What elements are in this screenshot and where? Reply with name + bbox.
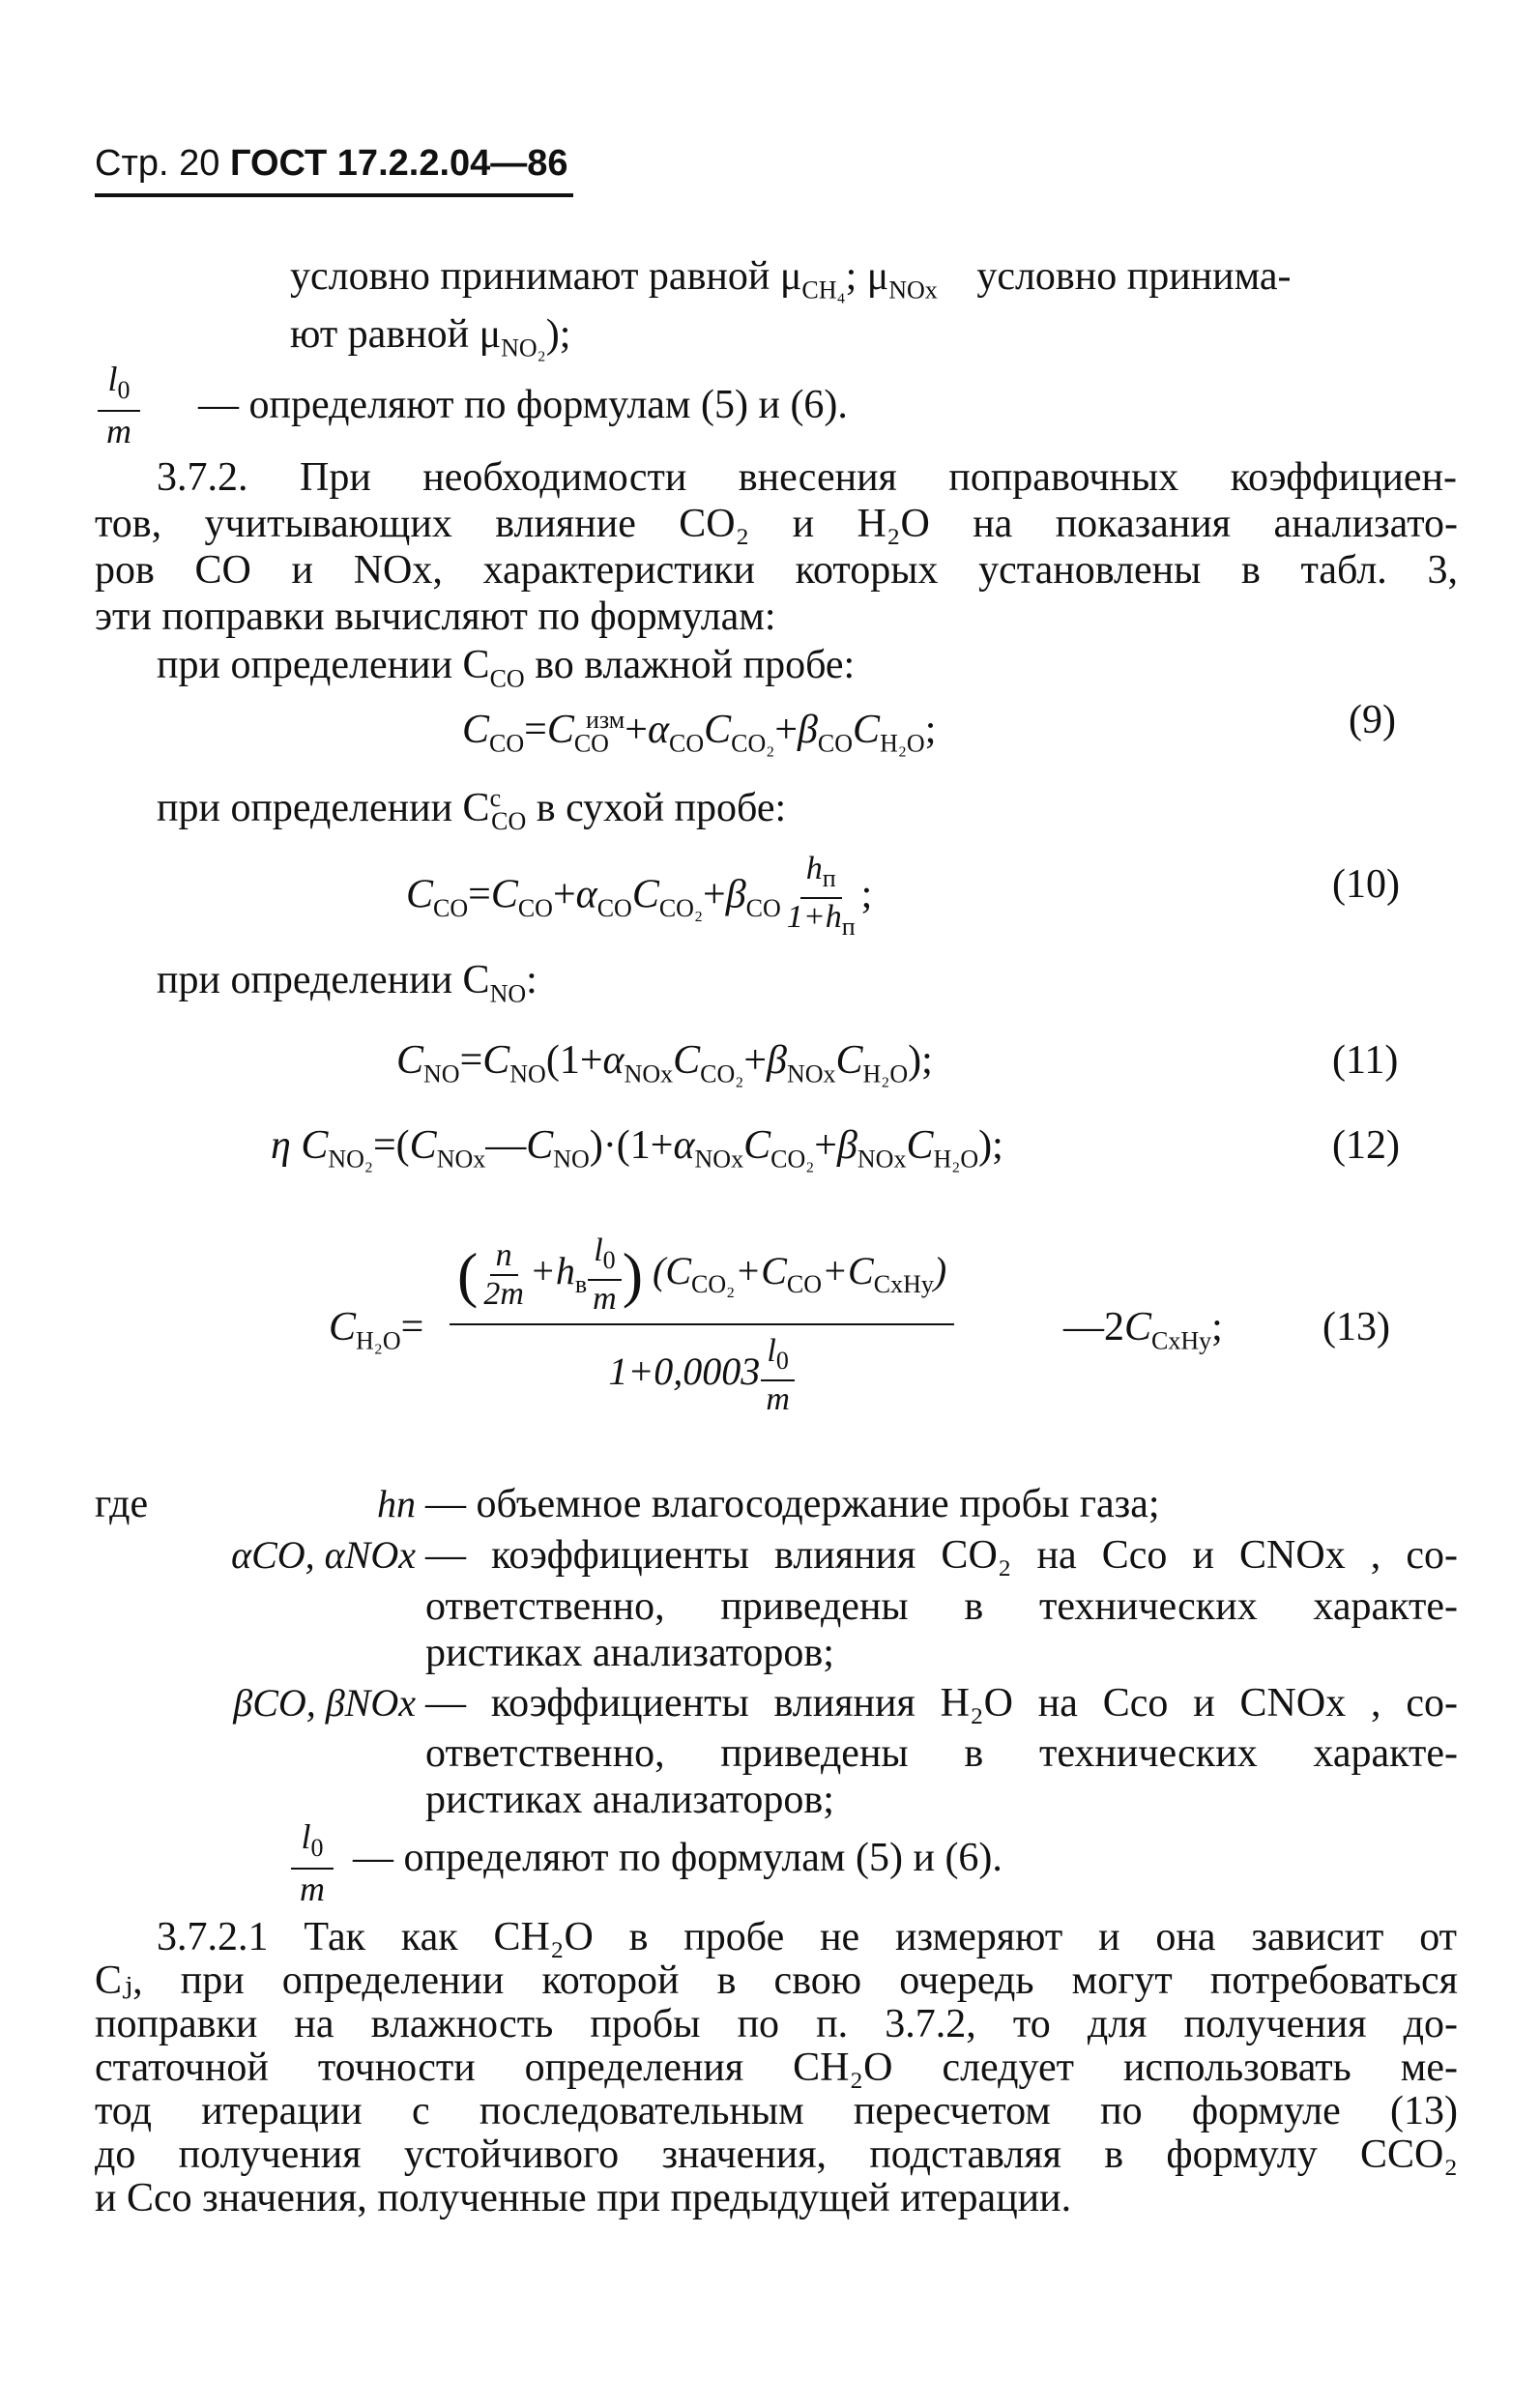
equation-11: $C_{NO}=C_{NO}(1+\alpha_{NOx}C_{CO_2}+\beta_{NOx}C_{H_2O})$;: [396, 1038, 933, 1088]
para3721-line-7: и Cco значения, полученные при предыдущей итерации.: [95, 2176, 1072, 2220]
intro-line1-b: ; μ: [845, 254, 889, 299]
para3721-line-2: Cⱼ, при определении которой в свою очередь могут потребоваться: [95, 1958, 1458, 2003]
def-term-alpha: αCO, αNOx: [231, 1533, 416, 1577]
def-alpha-line-2: ответственно, приведены в технических характе-: [425, 1584, 1458, 1629]
equation-13-tail: $—2C_{CxHy}$;: [1063, 1305, 1223, 1355]
no-label: [157, 957, 538, 1017]
equation-12: η $C_{NO_2}=(C_{NOx}—C_{NO})\cdot(1+\alpha_{NOx}C_{CO_2}+\beta_{NOx}C_{H_2O})$;: [271, 1123, 1003, 1174]
intro-line-2: [290, 311, 570, 371]
intro-line1-sub2: NOx: [888, 276, 938, 305]
def-term-beta: βCO, βNOx: [233, 1681, 416, 1725]
dry-label-text: при определении C: [157, 786, 490, 830]
equation-13-numerator: ( $\frac{n}{2m}$ $+h_в$ $\frac{l_0}{m}$ ) $(C_{CO_2}+C_{CO}+C_{CxHy})$: [450, 1233, 954, 1325]
equation-13-lhs: $C_{H_2O}=$: [329, 1305, 424, 1355]
para372-line-4: эти поправки вычисляют по формулам:: [95, 595, 776, 639]
no-label-text: при определении C: [157, 958, 490, 1002]
equation-10-number: (10): [1332, 862, 1400, 907]
no-label-sub: NO: [489, 979, 527, 1008]
wet-label-end: во влажной пробе:: [524, 643, 856, 687]
equation-13-denominator: 1+0,0003 $\frac{l_0}{m}$: [600, 1325, 803, 1418]
dry-label-end: в сухой пробе:: [526, 786, 787, 830]
intro-line2-end: );: [545, 312, 571, 357]
para372-line-3: ров CO и NOx, характеристики которых установлены в табл. 3,: [95, 548, 1458, 593]
no-label-end: :: [526, 958, 538, 1002]
standard-number: ГОСТ 17.2.2.04—86: [229, 143, 568, 184]
wet-label: [157, 642, 855, 702]
equation-12-number: (12): [1332, 1123, 1400, 1168]
header-rule: [95, 193, 573, 197]
para3721-line-4: статочной точности определения CH₂O следует использовать ме-: [95, 2045, 1458, 2090]
intro-line-1: [290, 253, 1292, 313]
equation-10: $C_{CO}=C_{CO}+\alpha_{CO}C_{CO_2}+\beta_{CO}$ $h_п$ $1+h_п$ ;: [406, 851, 873, 941]
intro-line1-sub1: CH₄: [801, 276, 846, 305]
def-l0-over-m-fraction: $\frac{l_0}{m}$: [290, 1817, 334, 1908]
def-l0m-text: — определяют по формулам (5) и (6).: [353, 1836, 1002, 1880]
para3721-line-1: 3.7.2.1 Так как CH₂O в пробе не измеряют и она зависит от: [157, 1915, 1457, 1959]
wet-label-text: при определении C: [157, 643, 490, 687]
l0-over-m-fraction: $\frac{l_0}{m}$: [97, 360, 141, 450]
para3721-line-3: поправки на влажность пробы по п. 3.7.2, то для получения до-: [95, 2002, 1458, 2046]
intro-l0m-text: — определяют по формулам (5) и (6).: [198, 383, 848, 427]
intro-line2: ют равной μ: [290, 312, 502, 357]
def-beta-line-1: — коэффициенты влияния H₂O на Cco и CNOx , со-: [425, 1681, 1458, 1726]
page-label: Стр. 20: [95, 143, 220, 184]
def-alpha-line-1: — коэффициенты влияния CO₂ на Cco и CNOx , со-: [425, 1533, 1458, 1578]
def-term-hp: hп: [377, 1482, 416, 1525]
wet-label-sub: CO: [489, 664, 525, 693]
def-beta-line-2: ответственно, приведены в технических характе-: [425, 1731, 1458, 1776]
dry-label: [157, 775, 786, 845]
where-label: где: [95, 1482, 149, 1526]
equation-13-fraction: [450, 1233, 954, 1418]
equation-9: $C_{CO}=C_{CO}^{изм}+\alpha_{CO}C_{CO_2}+\beta_{CO}C_{H_2O}$;: [462, 706, 937, 758]
def-alpha-line-3: ристиках анализаторов;: [425, 1631, 834, 1675]
intro-line1-a: условно принимают равной μ: [290, 254, 802, 299]
para3721-line-5: тод итерации с последовательным пересчетом по формуле (13): [95, 2089, 1458, 2133]
page-header: [95, 143, 568, 185]
equation-13-number: (13): [1322, 1305, 1390, 1349]
def-hp-line-1: — объемное влагосодержание пробы газа;: [425, 1482, 1160, 1526]
para372-line-1: 3.7.2. При необходимости внесения поправочных коэффициен-: [157, 455, 1457, 500]
equation-9-number: (9): [1349, 698, 1396, 742]
def-beta-line-3: ристиках анализаторов;: [425, 1778, 834, 1822]
equation-11-number: (11): [1332, 1038, 1399, 1083]
para372-line-2: тов, учитывающих влияние CO₂ и H₂O на показания анализато-: [95, 502, 1458, 546]
intro-line1-c: условно принима-: [976, 254, 1292, 299]
intro-line2-sub: NO₂: [501, 334, 546, 363]
dry-label-sup: c: [489, 784, 502, 812]
para3721-line-6: до получения устойчивого значения, подставляя в формулу CCO₂: [95, 2132, 1458, 2177]
dry-label-sub: CO: [491, 807, 527, 836]
